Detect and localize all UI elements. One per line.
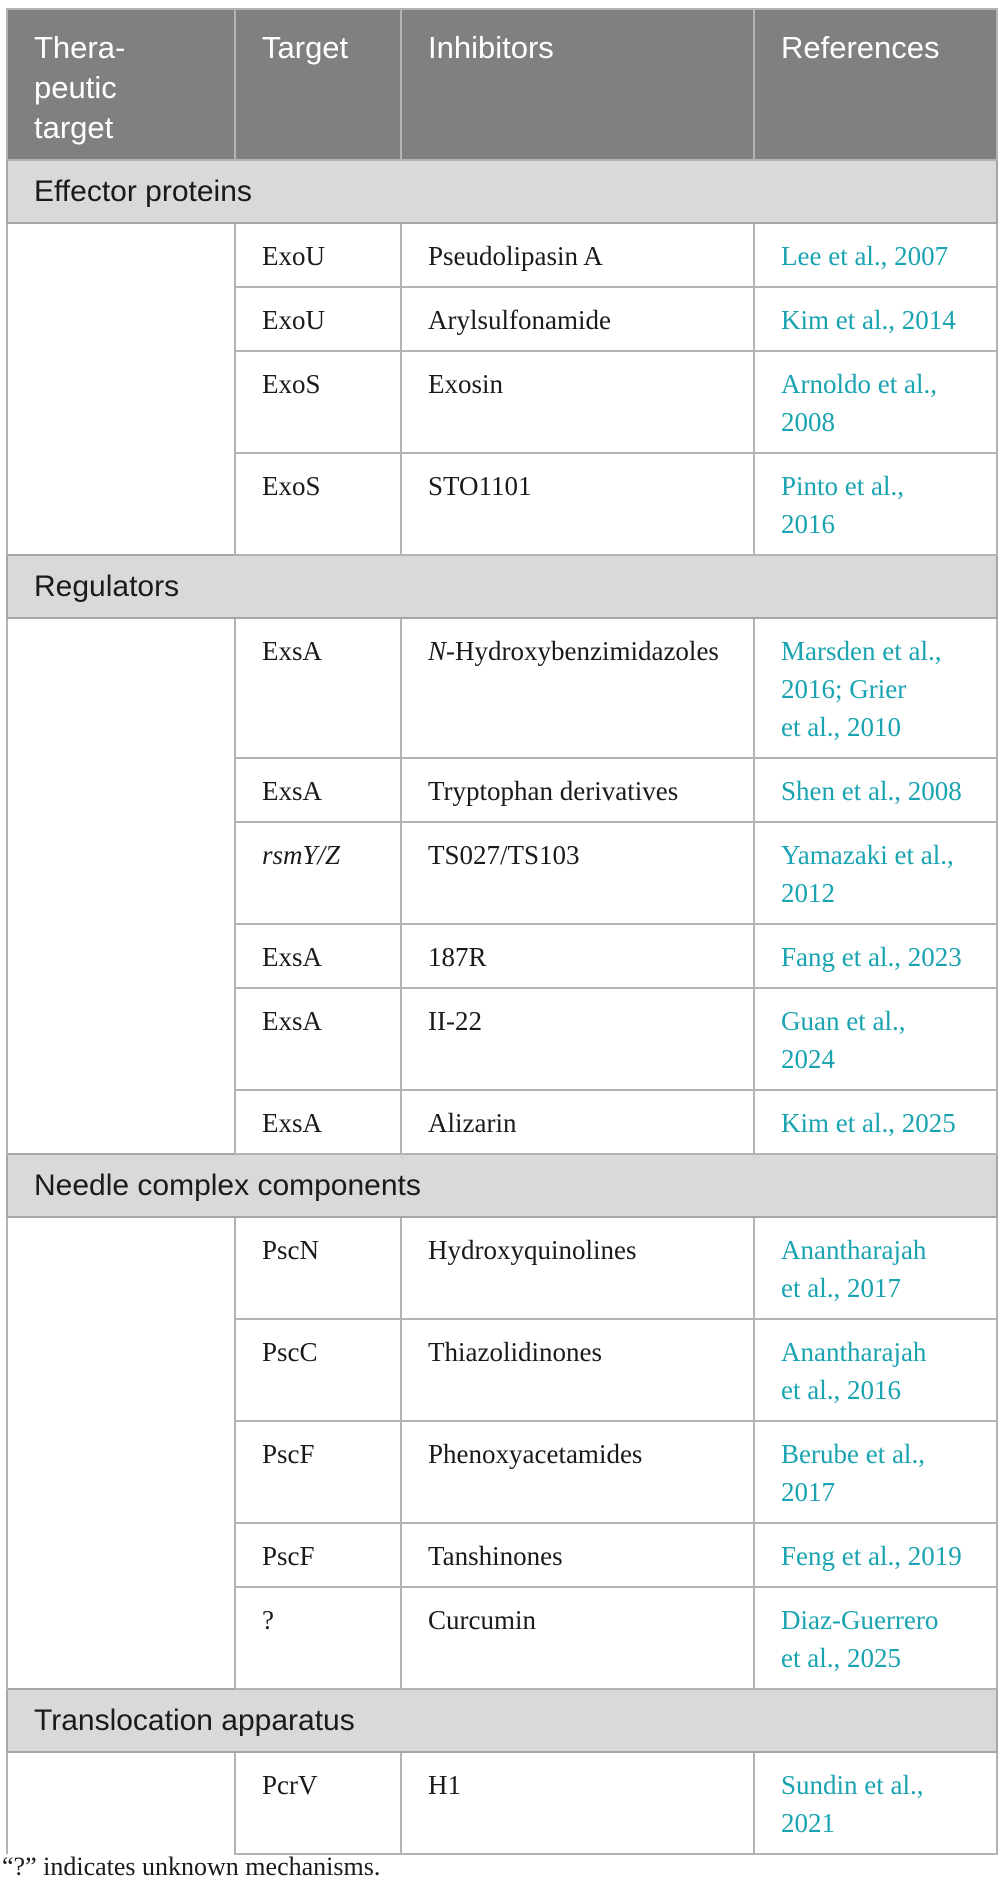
table-row <box>7 822 997 924</box>
reference-cell <box>754 287 997 351</box>
table-row <box>7 618 997 758</box>
target-cell <box>235 453 401 555</box>
inhibitor-text: Tanshinones <box>428 1541 563 1571</box>
inhibitor-text: H1 <box>428 1770 461 1800</box>
section-row <box>7 160 997 223</box>
table-row <box>7 1421 997 1523</box>
header-therapeutic-target: Thera- peutic target <box>7 9 235 160</box>
reference-link[interactable]: 2024 <box>781 1044 835 1074</box>
table-row <box>7 1523 997 1587</box>
header-inhibitors: Inhibitors <box>401 9 754 160</box>
therapeutic-target-cell <box>7 351 235 453</box>
inhibitor-text: Tryptophan derivatives <box>428 776 679 806</box>
reference-link[interactable]: Anantharajah <box>781 1337 927 1367</box>
inhibitor-text: Arylsulfonamide <box>428 305 611 335</box>
target-text: ExsA <box>262 636 322 666</box>
reference-link[interactable]: 2016; Grier <box>781 674 907 704</box>
inhibitor-text: Phenoxyacetamides <box>428 1439 643 1469</box>
reference-link[interactable]: Kim et al., 2014 <box>781 305 956 335</box>
reference-cell <box>754 924 997 988</box>
target-cell <box>235 618 401 758</box>
target-cell <box>235 1217 401 1319</box>
inhibitor-cell <box>401 1090 754 1154</box>
header-target: Target <box>235 9 401 160</box>
section-row <box>7 555 997 618</box>
table-header <box>7 9 997 160</box>
target-text: ExsA <box>262 776 322 806</box>
reference-link[interactable]: 2021 <box>781 1808 835 1838</box>
inhibitor-text: II-22 <box>428 1006 482 1036</box>
table-row <box>7 223 997 287</box>
inhibitor-cell <box>401 1752 754 1854</box>
inhibitor-cell <box>401 988 754 1090</box>
target-cell <box>235 1319 401 1421</box>
inhibitor-cell <box>401 758 754 822</box>
target-text: ExsA <box>262 1108 322 1138</box>
target-text: ExoU <box>262 241 325 271</box>
target-cell <box>235 1587 401 1689</box>
target-text: PcrV <box>262 1770 318 1800</box>
reference-cell <box>754 1523 997 1587</box>
inhibitor-cell <box>401 1319 754 1421</box>
therapeutic-target-cell <box>7 618 235 758</box>
reference-link[interactable]: et al., 2016 <box>781 1375 901 1405</box>
reference-link[interactable]: et al., 2025 <box>781 1643 901 1673</box>
reference-cell <box>754 1319 997 1421</box>
therapeutic-target-cell <box>7 223 235 287</box>
reference-cell <box>754 1752 997 1854</box>
header-references: References <box>754 9 997 160</box>
section-title: Effector proteins <box>7 160 997 223</box>
reference-link[interactable]: Berube et al., <box>781 1439 925 1469</box>
inhibitor-cell <box>401 453 754 555</box>
target-text: ExoS <box>262 471 321 501</box>
inhibitor-italic: N <box>428 636 447 666</box>
target-text: PscC <box>262 1337 318 1367</box>
reference-cell <box>754 1217 997 1319</box>
target-text: PscF <box>262 1439 315 1469</box>
inhibitor-cell <box>401 351 754 453</box>
reference-link[interactable]: 2008 <box>781 407 835 437</box>
therapeutic-target-cell <box>7 1090 235 1154</box>
reference-link[interactable]: et al., 2010 <box>781 712 901 742</box>
target-cell <box>235 758 401 822</box>
therapeutic-target-cell <box>7 822 235 924</box>
target-cell <box>235 1752 401 1854</box>
inhibitor-text: -Hydroxybenzimidazoles <box>446 636 719 666</box>
reference-cell <box>754 223 997 287</box>
therapeutic-target-cell <box>7 1217 235 1319</box>
inhibitor-cell <box>401 1217 754 1319</box>
inhibitor-text: TS027/TS103 <box>428 840 580 870</box>
target-cell <box>235 1090 401 1154</box>
table-row <box>7 1217 997 1319</box>
target-cell <box>235 988 401 1090</box>
inhibitor-text: Exosin <box>428 369 504 399</box>
therapeutic-target-cell <box>7 758 235 822</box>
target-cell <box>235 822 401 924</box>
therapeutic-target-cell <box>7 287 235 351</box>
therapeutic-target-cell <box>7 1587 235 1689</box>
reference-link[interactable]: Yamazaki et al., <box>781 840 954 870</box>
section-title: Needle complex components <box>7 1154 997 1217</box>
target-cell <box>235 287 401 351</box>
target-text: ExsA <box>262 1006 322 1036</box>
section-title: Regulators <box>7 555 997 618</box>
table-row <box>7 1587 997 1689</box>
reference-link[interactable]: Sundin et al., <box>781 1770 924 1800</box>
reference-cell <box>754 822 997 924</box>
therapeutic-target-cell <box>7 1523 235 1587</box>
target-italic: rsmY/Z <box>262 840 341 870</box>
therapeutic-target-cell <box>7 924 235 988</box>
reference-link[interactable]: Arnoldo et al., <box>781 369 937 399</box>
reference-cell <box>754 618 997 758</box>
target-text: PscF <box>262 1541 315 1571</box>
reference-link[interactable]: Fang et al., 2023 <box>781 942 962 972</box>
inhibitor-text: STO1101 <box>428 471 532 501</box>
table-row <box>7 1319 997 1421</box>
reference-cell <box>754 1090 997 1154</box>
target-text: ExsA <box>262 942 322 972</box>
target-text: PscN <box>262 1235 320 1265</box>
target-text: ? <box>262 1605 274 1635</box>
reference-link[interactable]: et al., 2017 <box>781 1273 901 1303</box>
table-row <box>7 351 997 453</box>
target-cell <box>235 351 401 453</box>
therapeutic-target-cell <box>7 1319 235 1421</box>
reference-link[interactable]: Marsden et al., <box>781 636 942 666</box>
inhibitor-text: 187R <box>428 942 487 972</box>
reference-link[interactable]: 2016 <box>781 509 835 539</box>
inhibitor-cell <box>401 1523 754 1587</box>
table-row <box>7 287 997 351</box>
section-row <box>7 1689 997 1752</box>
reference-link[interactable]: Guan et al., <box>781 1006 906 1036</box>
target-cell <box>235 1523 401 1587</box>
target-cell <box>235 223 401 287</box>
reference-link[interactable]: Anantharajah <box>781 1235 927 1265</box>
reference-cell <box>754 453 997 555</box>
inhibitor-text: Pseudolipasin A <box>428 241 603 271</box>
target-cell <box>235 924 401 988</box>
reference-link[interactable]: Pinto et al., <box>781 471 904 501</box>
target-cell <box>235 1421 401 1523</box>
therapeutic-target-cell <box>7 453 235 555</box>
inhibitor-text: Hydroxyquinolines <box>428 1235 637 1265</box>
table-row <box>7 453 997 555</box>
therapeutic-target-cell <box>7 1421 235 1523</box>
reference-cell <box>754 988 997 1090</box>
inhibitor-cell <box>401 287 754 351</box>
inhibitor-cell <box>401 822 754 924</box>
footnote: “?” indicates unknown mechanisms. <box>2 1852 381 1881</box>
inhibitor-cell <box>401 618 754 758</box>
target-text: ExoS <box>262 369 321 399</box>
table-row <box>7 988 997 1090</box>
inhibitor-cell <box>401 924 754 988</box>
section-row <box>7 1154 997 1217</box>
reference-link[interactable]: Shen et al., 2008 <box>781 776 962 806</box>
reference-link[interactable]: Feng et al., 2019 <box>781 1541 962 1571</box>
reference-cell <box>754 351 997 453</box>
inhibitor-cell <box>401 1587 754 1689</box>
table-row <box>7 1090 997 1154</box>
inhibitor-text: Curcumin <box>428 1605 536 1635</box>
table-row <box>7 1752 997 1854</box>
table-row <box>7 758 997 822</box>
reference-cell <box>754 1421 997 1523</box>
reference-link[interactable]: Diaz-Guerrero <box>781 1605 939 1635</box>
section-title: Translocation apparatus <box>7 1689 997 1752</box>
table-row <box>7 924 997 988</box>
reference-link[interactable]: Kim et al., 2025 <box>781 1108 956 1138</box>
target-text: ExoU <box>262 305 325 335</box>
therapeutic-target-cell <box>7 988 235 1090</box>
reference-cell <box>754 1587 997 1689</box>
inhibitors-table <box>6 8 998 1855</box>
therapeutic-target-cell <box>7 1752 235 1854</box>
inhibitor-text: Thiazolidinones <box>428 1337 602 1367</box>
inhibitor-cell <box>401 1421 754 1523</box>
reference-link[interactable]: 2012 <box>781 878 835 908</box>
reference-link[interactable]: 2017 <box>781 1477 835 1507</box>
inhibitor-text: Alizarin <box>428 1108 517 1138</box>
inhibitor-cell <box>401 223 754 287</box>
reference-cell <box>754 758 997 822</box>
reference-link[interactable]: Lee et al., 2007 <box>781 241 949 271</box>
